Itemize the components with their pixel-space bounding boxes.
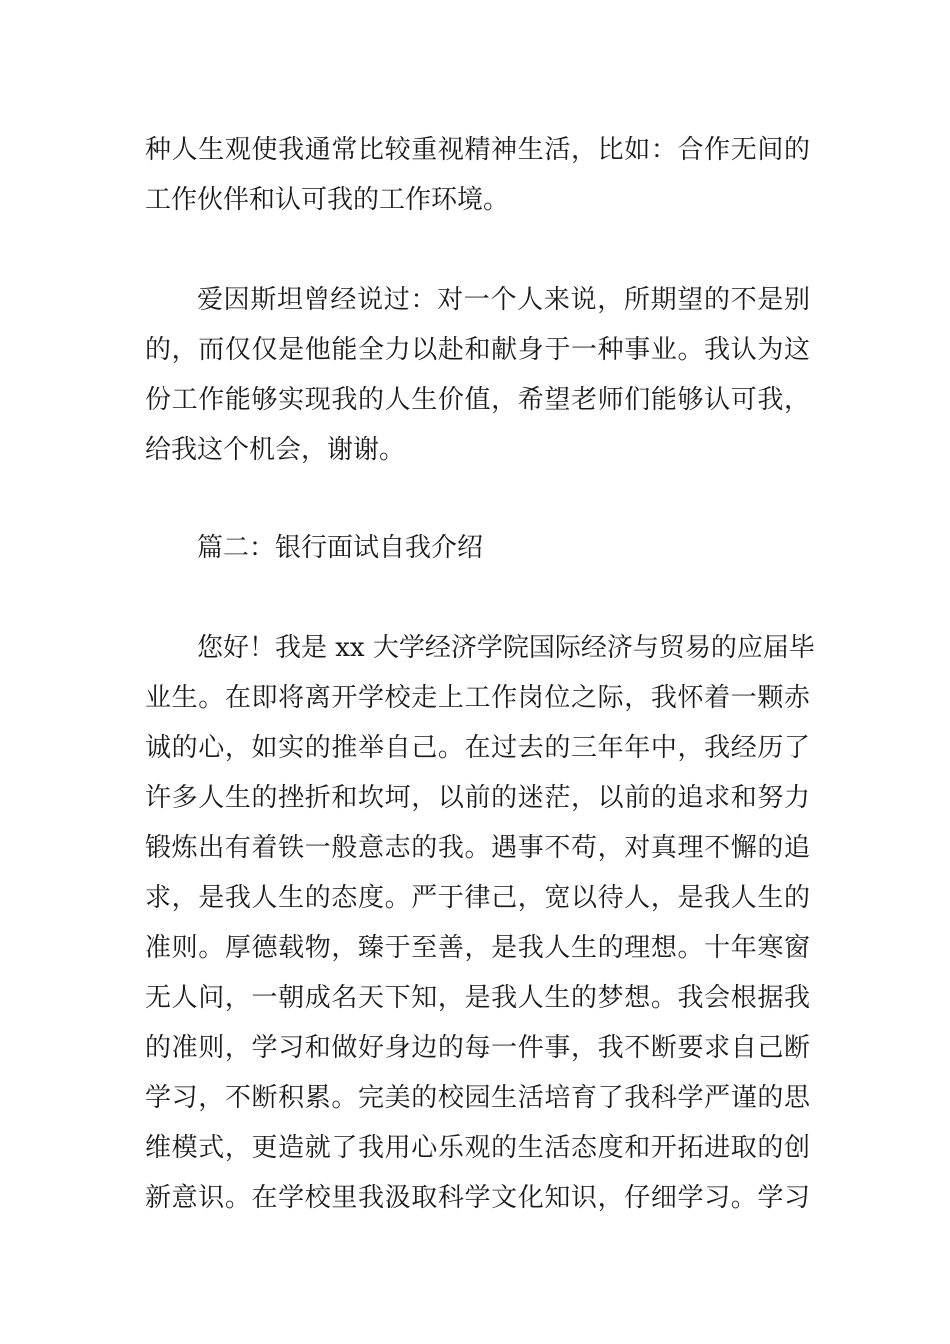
- paragraph-3-line-12: 新意识。在学校里我汲取科学文化知识，仔细学习。学习: [145, 1183, 810, 1213]
- paragraph-3-line-7: 准则。厚德载物，臻于至善，是我人生的理想。十年寒窗: [145, 933, 810, 963]
- paragraph-3-line-4: 许多人生的挫折和坎坷，以前的迷茫，以前的追求和努力: [145, 783, 810, 813]
- paragraph-3-line-6: 求，是我人生的态度。严于律己，宽以待人，是我人生的: [145, 883, 810, 913]
- paragraph-2-line-4: 给我这个机会，谢谢。: [145, 435, 406, 465]
- paragraph-3-line-11: 维模式，更造就了我用心乐观的生活态度和开拓进取的创: [145, 1133, 810, 1163]
- paragraph-3-line-8: 无人问，一朝成名天下知，是我人生的梦想。我会根据我: [145, 983, 810, 1013]
- paragraph-1-line-1: 种人生观使我通常比较重视精神生活，比如：合作无间的: [145, 135, 810, 165]
- paragraph-3-line-1: 您好！我是 xx 大学经济学院国际经济与贸易的应届毕: [197, 633, 815, 663]
- paragraph-3-line-9: 的准则，学习和做好身边的每一件事，我不断要求自己断: [145, 1033, 810, 1063]
- paragraph-2-line-2: 的，而仅仅是他能全力以赴和献身于一种事业。我认为这: [145, 335, 810, 365]
- paragraph-1-line-2: 工作伙伴和认可我的工作环境。: [145, 185, 510, 215]
- paragraph-2-line-3: 份工作能够实现我的人生价值，希望老师们能够认可我，: [145, 385, 810, 415]
- section-heading: 篇二：银行面试自我介绍: [197, 533, 484, 563]
- paragraph-3-line-3: 诚的心，如实的推举自己。在过去的三年年中，我经历了: [145, 733, 810, 763]
- paragraph-3-line-10: 学习，不断积累。完美的校园生活培育了我科学严谨的思: [145, 1083, 810, 1113]
- paragraph-3-line-2: 业生。在即将离开学校走上工作岗位之际，我怀着一颗赤: [145, 683, 810, 713]
- paragraph-3-line-5: 锻炼出有着铁一般意志的我。遇事不苟，对真理不懈的追: [145, 833, 810, 863]
- paragraph-2-line-1: 爱因斯坦曾经说过：对一个人来说，所期望的不是别: [197, 285, 810, 315]
